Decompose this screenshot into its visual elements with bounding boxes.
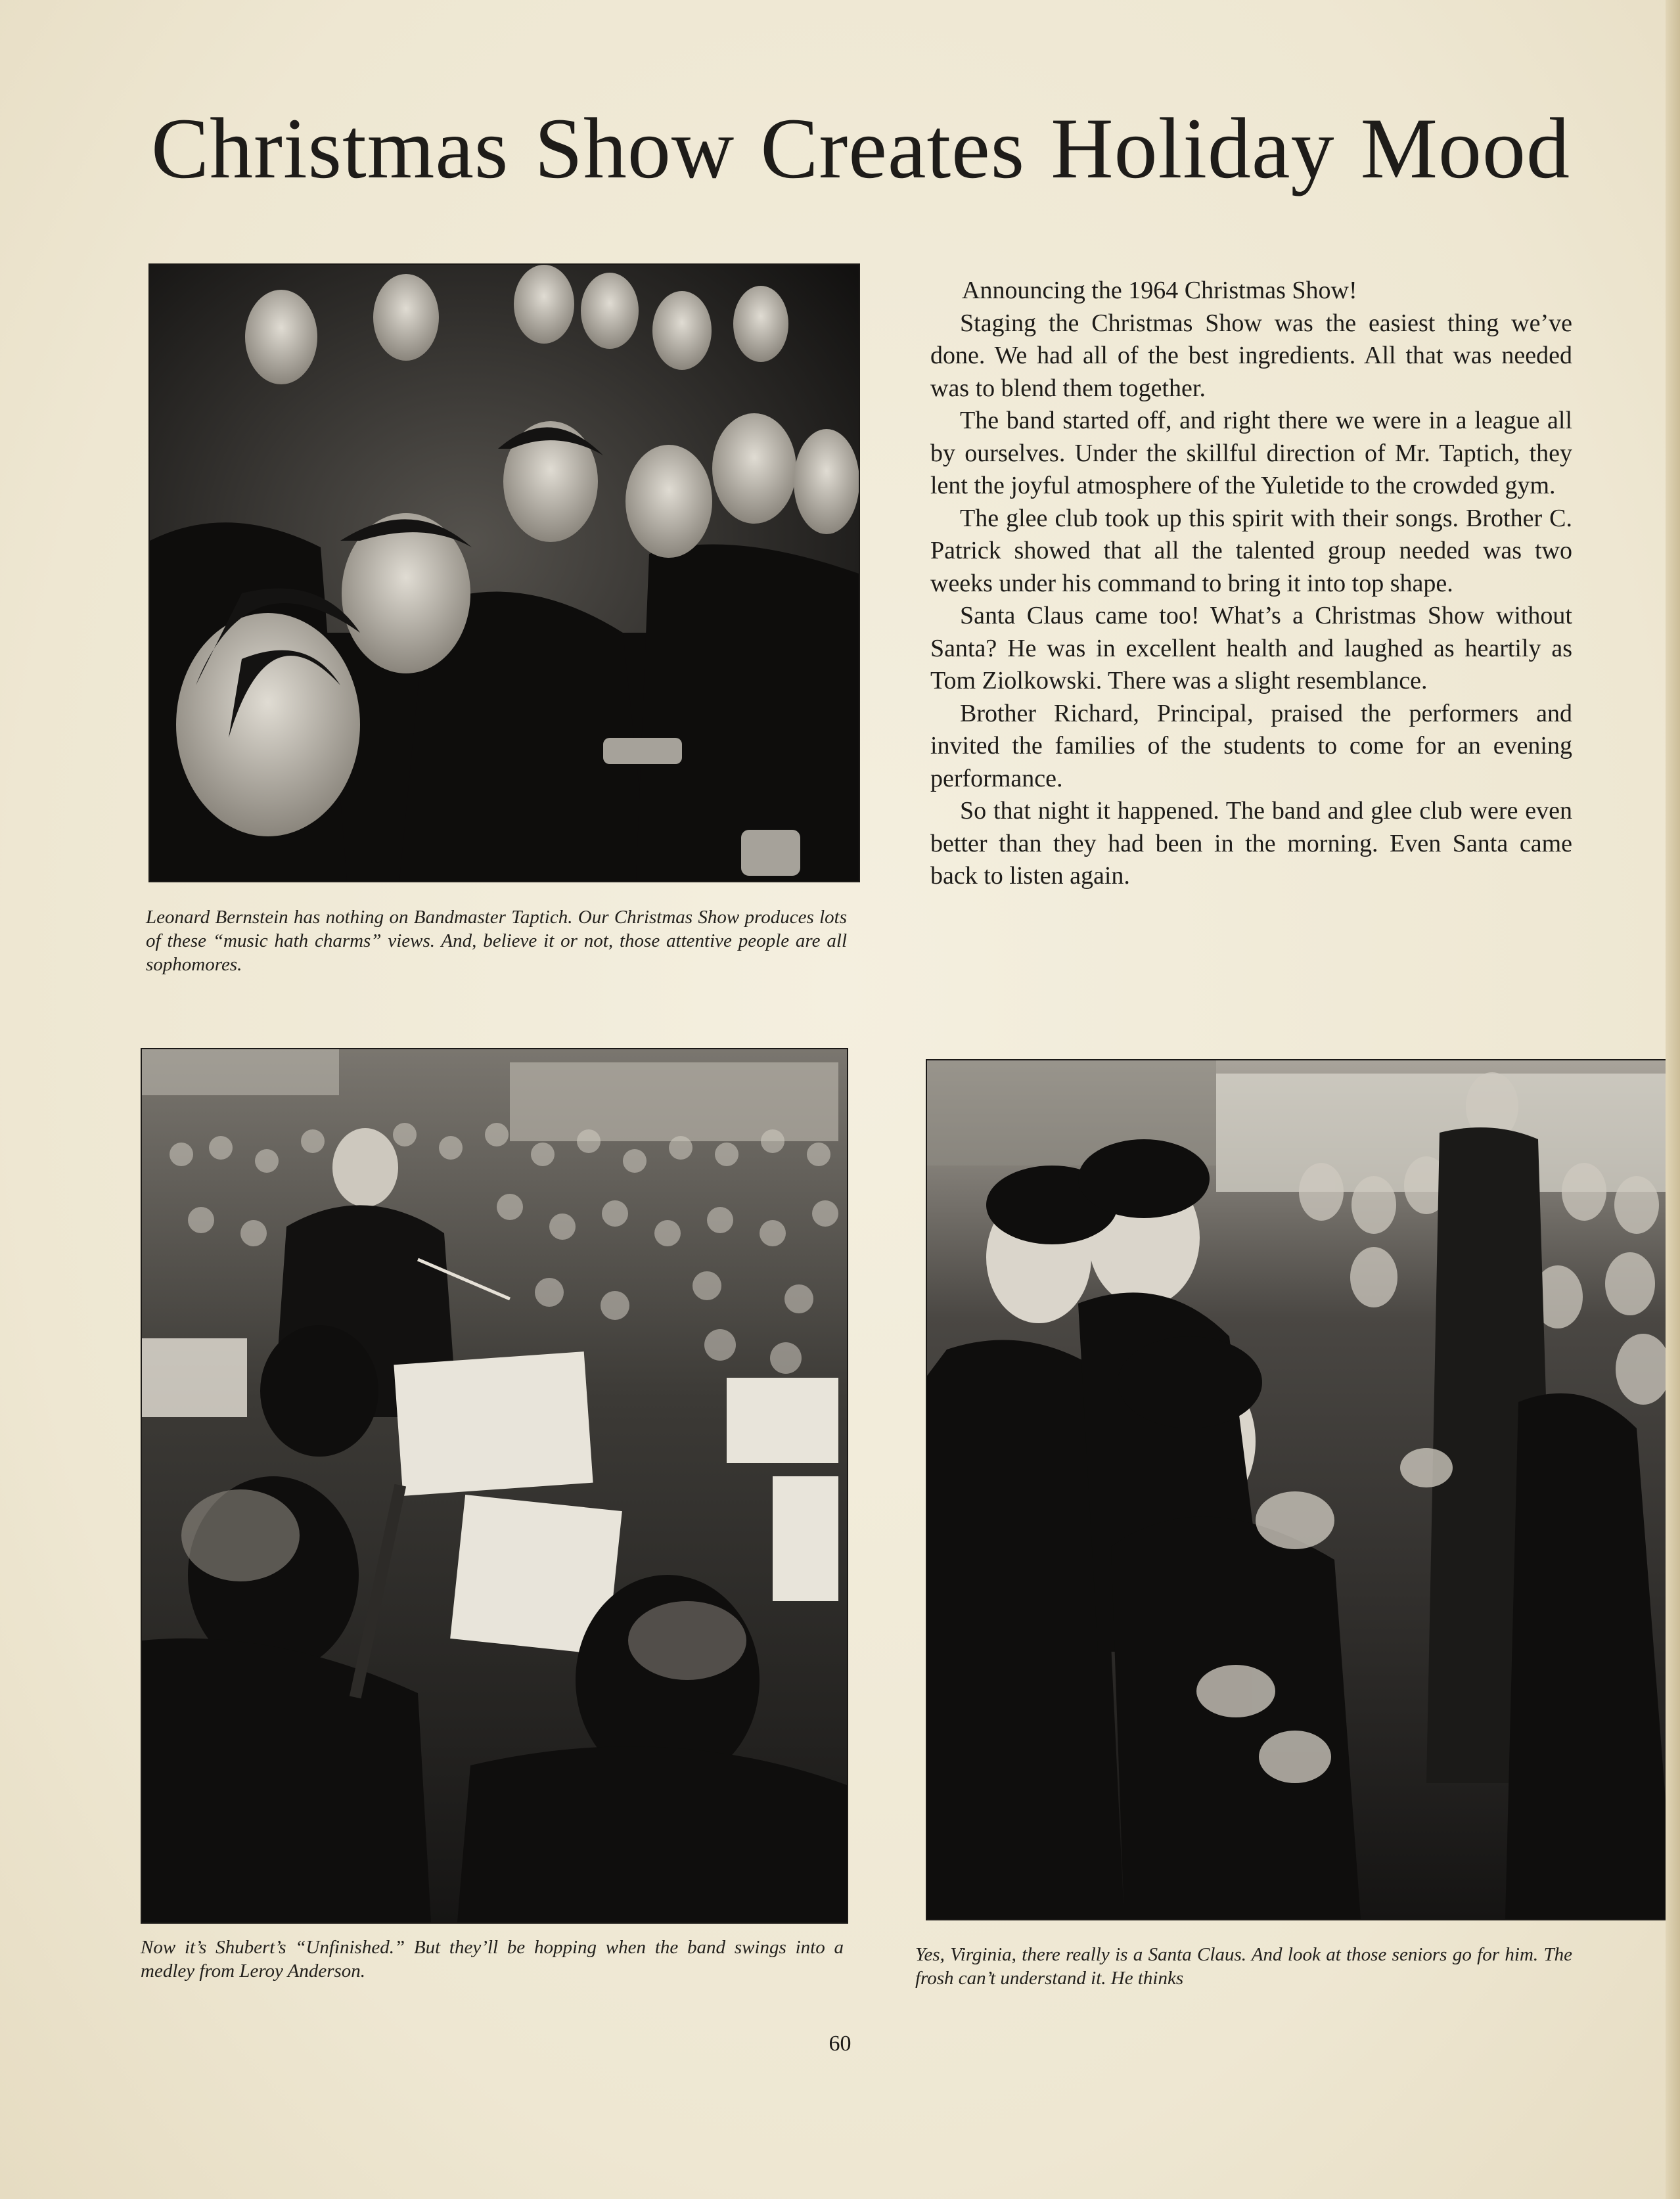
article-paragraph: Brother Richard, Principal, praised the performers and invited the families of the students to come for an evening performance. bbox=[930, 699, 1572, 792]
caption-santa: Yes, Virginia, there really is a Santa Claus. And look at those seniors go for him. The frosh can’t understand it. He thinks bbox=[915, 1944, 1572, 1989]
title-word: Mood bbox=[1360, 100, 1570, 196]
title-word: Show bbox=[534, 100, 735, 196]
article-body bbox=[930, 275, 1572, 893]
page-edge bbox=[1666, 0, 1680, 2199]
article-paragraph: Staging the Christmas Show was the easiest thing we’ve done. We had all of the best ingredients. All that was needed was to blend them together. bbox=[930, 309, 1572, 402]
caption-sophomores: Leonard Bernstein has nothing on Bandmaster Taptich. Our Christmas Show produces lots of these “music hath charms” views. And, believe it or not, those attentive people are all sophomores. bbox=[146, 907, 847, 975]
article-paragraph: The glee club took up this spirit with their songs. Brother C. Patrick showed that all the talented group needed was two weeks under his command to bring it into top shape. bbox=[930, 504, 1572, 597]
article-paragraph: Announcing the 1964 Christmas Show! bbox=[962, 277, 1357, 304]
title-word: Holiday bbox=[1051, 100, 1335, 196]
caption-band: Now it’s Shubert’s “Unfinished.” But they’ll be hopping when the band swings into a medley from Leroy Anderson. bbox=[141, 1937, 844, 1982]
photo-seniors-cheering bbox=[926, 1059, 1676, 1920]
page-number: 60 bbox=[829, 2031, 851, 2056]
photo-sophomores-audience bbox=[148, 263, 860, 882]
title-word: Creates bbox=[760, 100, 1026, 196]
article-paragraph: So that night it happened. The band and glee club were even better than they had been in the morning. Even Santa came back to listen again. bbox=[930, 797, 1572, 890]
article-paragraph: Santa Claus came too! What’s a Christmas Show without Santa? He was in excellent health and laughed as heartily as Tom Ziolkowski. There was a slight resemblance. bbox=[930, 602, 1572, 694]
page-title bbox=[151, 100, 1570, 196]
title-word: Christmas bbox=[151, 100, 509, 196]
photo-band-conductor bbox=[141, 1048, 848, 1924]
article-paragraph: The band started off, and right there we were in a league all by ourselves. Under the skillful direction of Mr. Taptich, they lent the joyful atmosphere of the Yuletide to the crowded gym. bbox=[930, 407, 1572, 499]
